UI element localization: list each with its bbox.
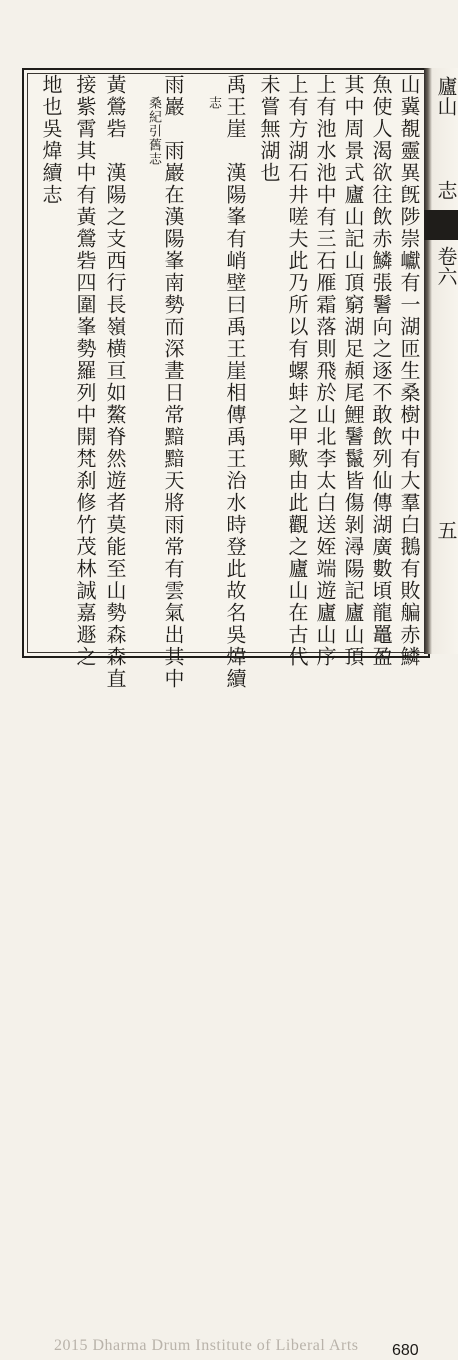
text-column-8: 志 bbox=[206, 96, 221, 110]
text-column-9: 雨巖 雨巖在漢陽峯南勢而深晝日常黯黯天將雨常有雲氣出其中 bbox=[161, 74, 185, 690]
text-column-3: 其中周景式廬山記山頂窮湖足頳尾鯉鬐鬣皆傷剝潯陽記廬山頂 bbox=[341, 74, 365, 668]
text-column-11: 黃鶯砦 漢陽之支西行長嶺横亘如鰲脊然遊者莫能至山勢森森直 bbox=[103, 74, 127, 690]
fold-mark-bottom: 五 bbox=[434, 520, 458, 540]
text-column-2: 魚使人渴欲往飲赤鱗張鬐向之逐不敢飲列仙傳湖廣數頃龍鼉盈 bbox=[369, 74, 393, 668]
text-column-7: 禹王崖 漢陽峯有峭壁曰禹王崖相傳禹王治水時登此故名吳煒續 bbox=[223, 74, 247, 690]
center-fold bbox=[424, 68, 458, 654]
text-column-1: 山冀覩靈異旣陟崇巘有一湖匝生桑樹中有大羣白鵝有敗艑赤鱗 bbox=[397, 74, 421, 668]
text-column-12: 接紫霄其中有黃鶯砦四圍峯勢羅列中開梵刹修竹茂林誠嘉遯之 bbox=[73, 74, 97, 668]
text-column-10: 桑紀引舊志 bbox=[146, 96, 161, 166]
text-column-4: 上有池水池中有三石雁霜落則飛於山北李太白送姪端遊廬山序 bbox=[313, 74, 337, 668]
fold-band bbox=[424, 210, 458, 240]
text-column-13: 地也吳煒續志 bbox=[39, 74, 63, 206]
fold-mark-mid: 志 bbox=[434, 180, 458, 200]
watermark: 2015 Dharma Drum Institute of Liberal Arts bbox=[54, 1337, 359, 1354]
footer bbox=[0, 668, 458, 1359]
fold-mark-top: 廬山 bbox=[434, 76, 458, 116]
text-column-6: 未嘗無湖也 bbox=[257, 74, 281, 184]
text-column-5: 上有方湖石井嗟夫此乃所以有螺蚌之甲歟由此觀之廬山在古代 bbox=[285, 74, 309, 668]
fold-mark-label: 卷六 bbox=[434, 246, 458, 286]
page-number: 680 bbox=[392, 1342, 419, 1359]
